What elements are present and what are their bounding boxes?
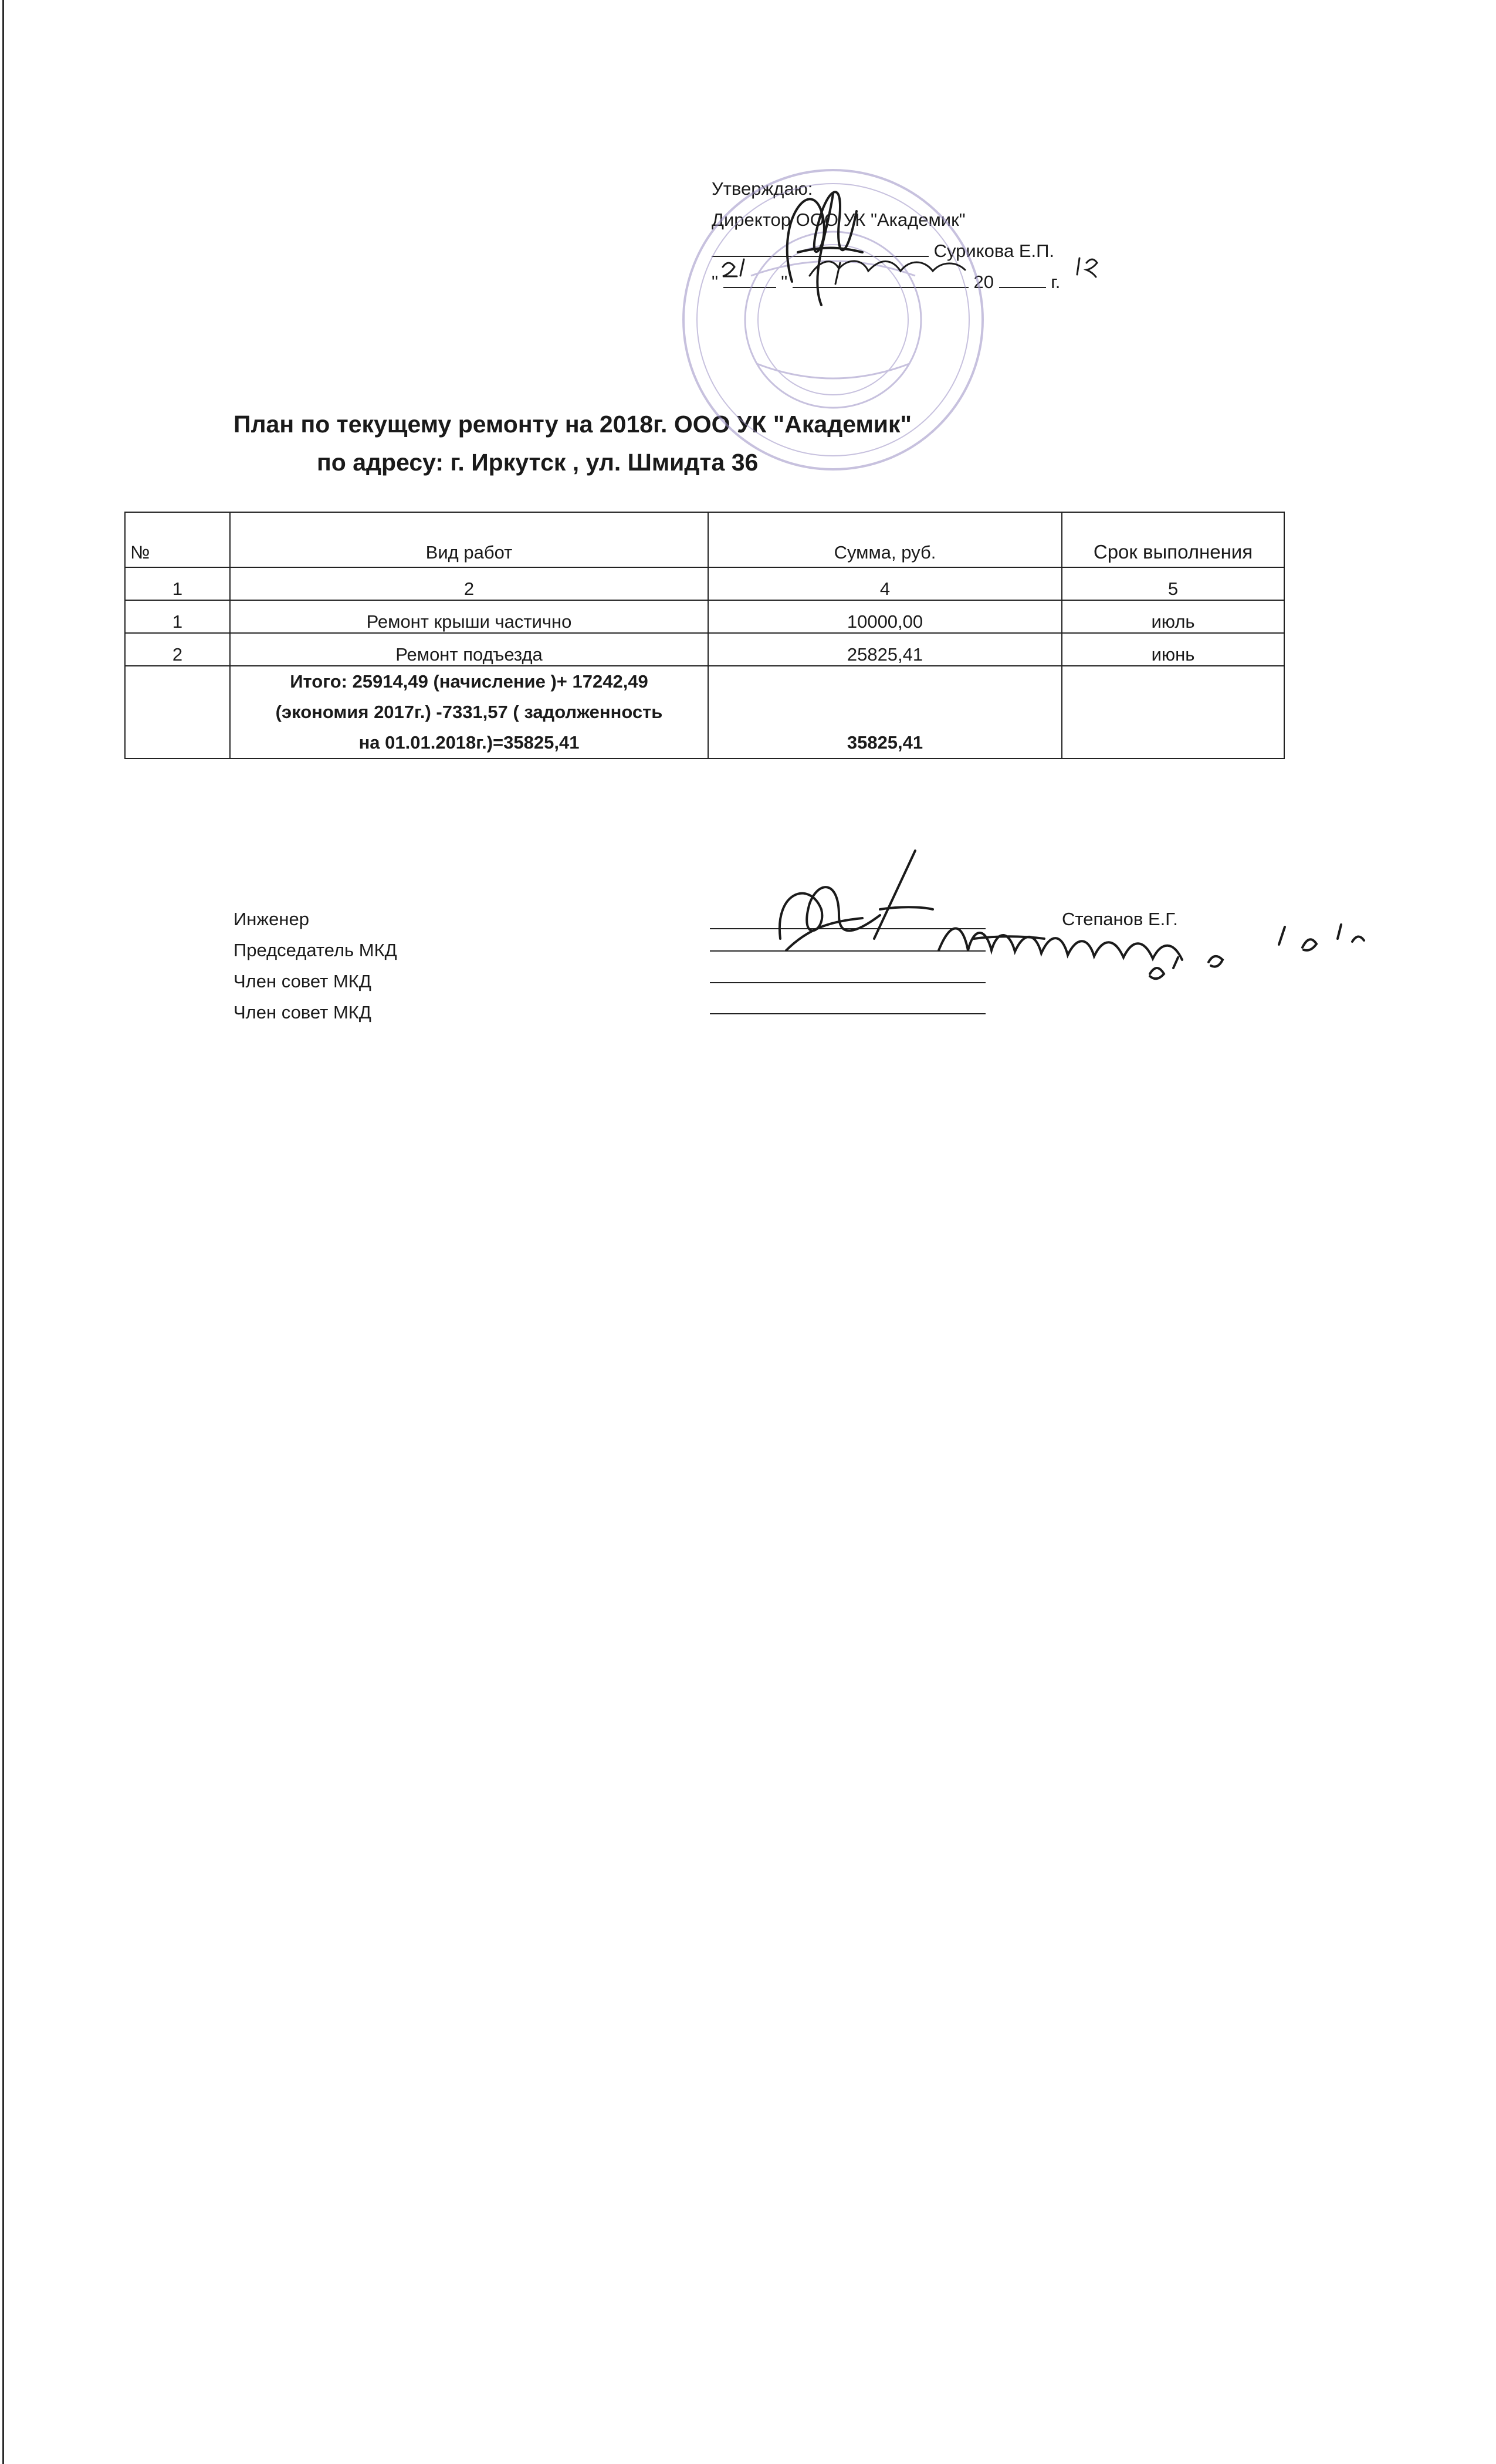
total-description-line: на 01.01.2018г.)=35825,41 <box>358 732 580 753</box>
table-total-row <box>125 666 1284 759</box>
engineer-name: Степанов Е.Г. <box>1062 909 1178 929</box>
engineer-signature <box>780 851 933 950</box>
approval-block <box>712 173 1134 297</box>
table-cell: Ремонт подъезда <box>230 633 708 666</box>
role-engineer: Инженер <box>233 909 309 929</box>
table-cell: июль <box>1062 600 1284 633</box>
date-year-blank <box>999 267 1046 288</box>
signature-line <box>710 982 986 983</box>
signature-line <box>710 928 986 929</box>
column-header-sum: Сумма, руб. <box>708 512 1062 567</box>
date-century: 20 <box>973 272 994 292</box>
table-cell: 1 <box>125 567 230 600</box>
approval-heading: Утверждаю: <box>712 178 813 199</box>
table-cell: 25825,41 <box>708 633 1062 666</box>
role-chairman: Председатель МКД <box>233 940 397 960</box>
approval-signatory: Сурикова Е.П. <box>933 241 1055 261</box>
date-month-blank <box>793 267 969 288</box>
table-row <box>125 600 1284 633</box>
date-suffix: г. <box>1051 272 1061 292</box>
column-header-deadline: Срок выполнения <box>1062 512 1284 567</box>
column-header-number: № <box>125 512 230 567</box>
table-cell <box>125 666 230 759</box>
signature-line <box>710 1013 986 1014</box>
table-cell <box>1062 666 1284 759</box>
table-header-row <box>125 512 1284 567</box>
scan-edge-line <box>2 0 4 2464</box>
table-cell: 2 <box>125 633 230 666</box>
role-council-member: Член совет МКД <box>233 971 371 991</box>
document-title: План по текущему ремонту на 2018г. ООО УК "Академик" <box>233 411 912 438</box>
total-description-line: (экономия 2017г.) -7331,57 ( задолженность <box>275 702 663 722</box>
table-cell: Ремонт крыши частично <box>230 600 708 633</box>
approval-position: Директор ООО УК "Академик" <box>712 209 966 230</box>
column-header-work-type: Вид работ <box>230 512 708 567</box>
date-close-quote: " <box>781 272 788 292</box>
table-cell: июнь <box>1062 633 1284 666</box>
signature-line <box>710 950 986 952</box>
table-cell: 5 <box>1062 567 1284 600</box>
table-cell: 1 <box>125 600 230 633</box>
table-index-row <box>125 567 1284 600</box>
total-description-line: Итого: 25914,49 (начисление )+ 17242,49 <box>290 671 648 692</box>
approval-signature-line <box>712 235 1134 266</box>
table-cell: 2 <box>230 567 708 600</box>
total-description <box>230 666 708 759</box>
repair-plan-table <box>124 512 1285 759</box>
signature-underline <box>712 236 929 257</box>
signature-roles <box>233 903 397 1028</box>
date-open-quote: " <box>712 272 719 292</box>
total-sum: 35825,41 <box>708 666 1062 759</box>
role-council-member: Член совет МКД <box>233 1002 371 1023</box>
table-cell: 4 <box>708 567 1062 600</box>
document-address: по адресу: г. Иркутск , ул. Шмидта 36 <box>317 449 759 476</box>
date-day-blank <box>723 267 776 288</box>
table-row <box>125 633 1284 666</box>
approval-date <box>712 266 1134 297</box>
table-cell: 10000,00 <box>708 600 1062 633</box>
